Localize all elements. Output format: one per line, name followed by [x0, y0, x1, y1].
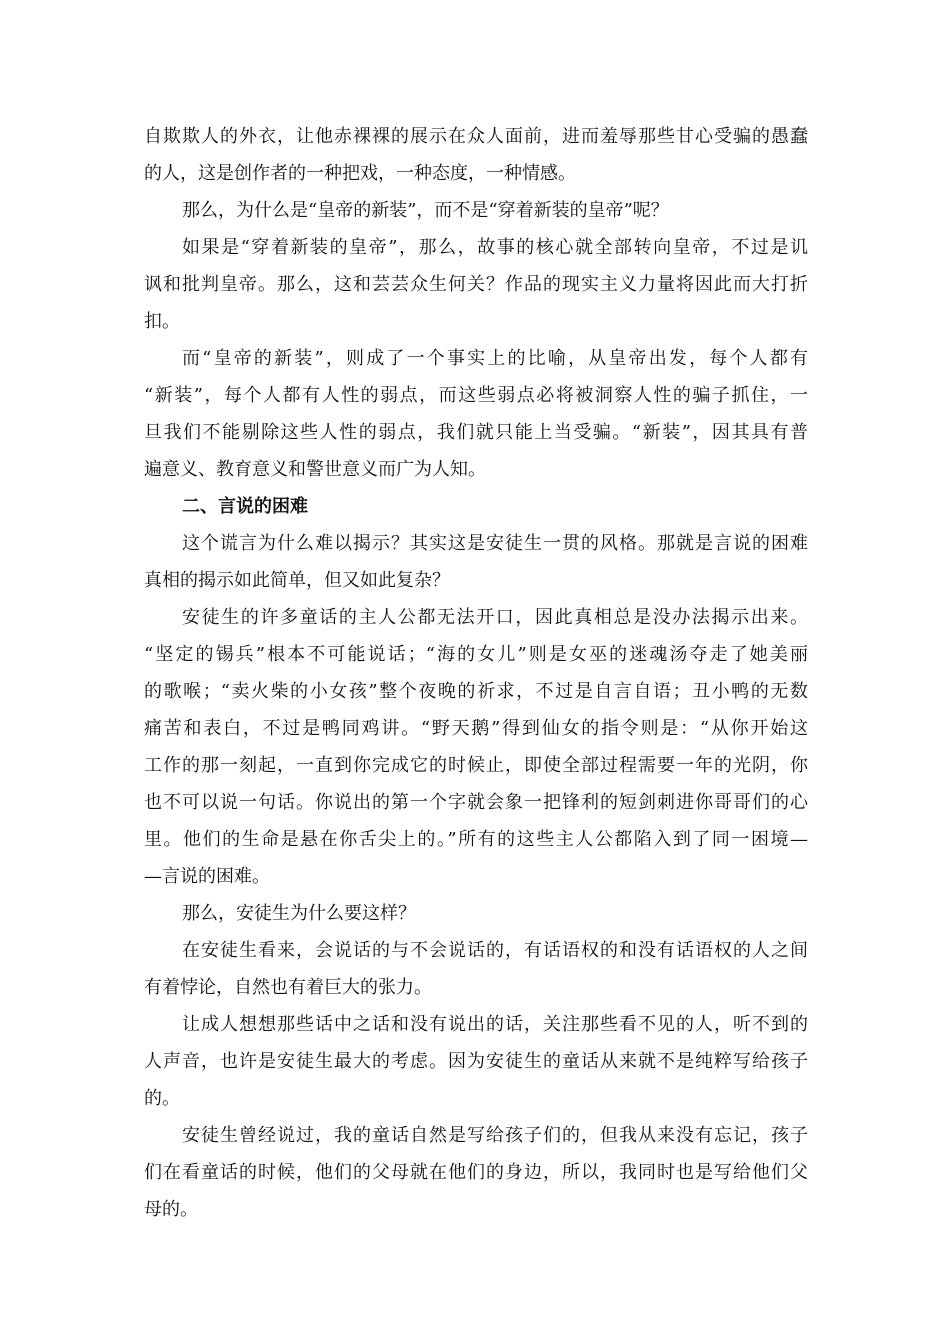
text-line: 也不可以说一句话。你说出的第一个字就会象一把锋利的短剑刺进你哥哥们的心 [144, 792, 808, 813]
section-heading: 二、言说的困难 [182, 496, 308, 517]
text-line: 安徒生曾经说过，我的童话自然是写给孩子们的，但我从来没有忘记，孩子 [182, 1125, 808, 1146]
text-line: —言说的困难。 [144, 866, 270, 887]
text-line: 自欺欺人的外衣，让他赤裸裸的展示在众人面前，进而羞辱那些甘心受骗的愚蠢 [144, 126, 808, 147]
text-line: 扣。 [144, 311, 180, 332]
text-line: 的歌喉；“卖火柴的小女孩”整个夜晚的祈求，不过是自言自语；丑小鸭的无数 [144, 681, 808, 702]
text-line: 有着悖论，自然也有着巨大的张力。 [144, 977, 432, 998]
text-line: 们在看童话的时候，他们的父母就在他们的身边，所以，我同时也是写给他们父 [144, 1162, 808, 1183]
text-line: 痛苦和表白，不过是鸭同鸡讲。“野天鹅”得到仙女的指令则是：“从你开始这 [144, 718, 808, 739]
text-line: 旦我们不能剔除这些人性的弱点，我们就只能上当受骗。“新装”，因其具有普 [144, 422, 808, 443]
text-line: 那么，为什么是“皇帝的新装”，而不是“穿着新装的皇帝”呢？ [182, 200, 669, 221]
text-line: 人声音，也许是安徒生最大的考虑。因为安徒生的童话从来就不是纯粹写给孩子 [144, 1051, 808, 1072]
text-line: 母的。 [144, 1199, 198, 1220]
text-line: 讽和批判皇帝。那么，这和芸芸众生何关？作品的现实主义力量将因此而大打折 [144, 274, 808, 295]
text-line: “坚定的锡兵”根本不可能说话；“海的女儿”则是女巫的迷魂汤夺走了她美丽 [144, 644, 808, 665]
text-line: 的。 [144, 1088, 180, 1109]
text-line: 这个谎言为什么难以揭示？其实这是安徒生一贯的风格。那就是言说的困难 [182, 533, 808, 554]
text-line: 在安徒生看来，会说话的与不会说话的，有话语权的和没有话语权的人之间 [182, 940, 808, 961]
text-line: “新装”，每个人都有人性的弱点，而这些弱点必将被洞察人性的骗子抓住，一 [144, 385, 808, 406]
document-page [144, 118, 808, 1228]
text-line: 真相的揭示如此简单，但又如此复杂？ [144, 570, 450, 591]
text-line: 如果是“穿着新装的皇帝”，那么，故事的核心就全部转向皇帝，不过是讥 [182, 237, 808, 258]
text-line: 让成人想想那些话中之话和没有说出的话，关注那些看不见的人，听不到的 [182, 1014, 808, 1035]
text-line: 那么，安徒生为什么要这样？ [182, 903, 416, 924]
text-line: 的人，这是创作者的一种把戏，一种态度，一种情感。 [144, 163, 576, 184]
text-line: 而“皇帝的新装”，则成了一个事实上的比喻，从皇帝出发，每个人都有 [182, 348, 808, 369]
text-line: 安徒生的许多童话的主人公都无法开口，因此真相总是没办法揭示出来。 [182, 607, 808, 628]
text-line: 工作的那一刻起，一直到你完成它的时候止，即使全部过程需要一年的光阴，你 [144, 755, 808, 776]
text-line: 遍意义、教育意义和警世意义而广为人知。 [144, 459, 486, 480]
text-line: 里。他们的生命是悬在你舌尖上的。”所有的这些主人公都陷入到了同一困境— [144, 829, 808, 850]
